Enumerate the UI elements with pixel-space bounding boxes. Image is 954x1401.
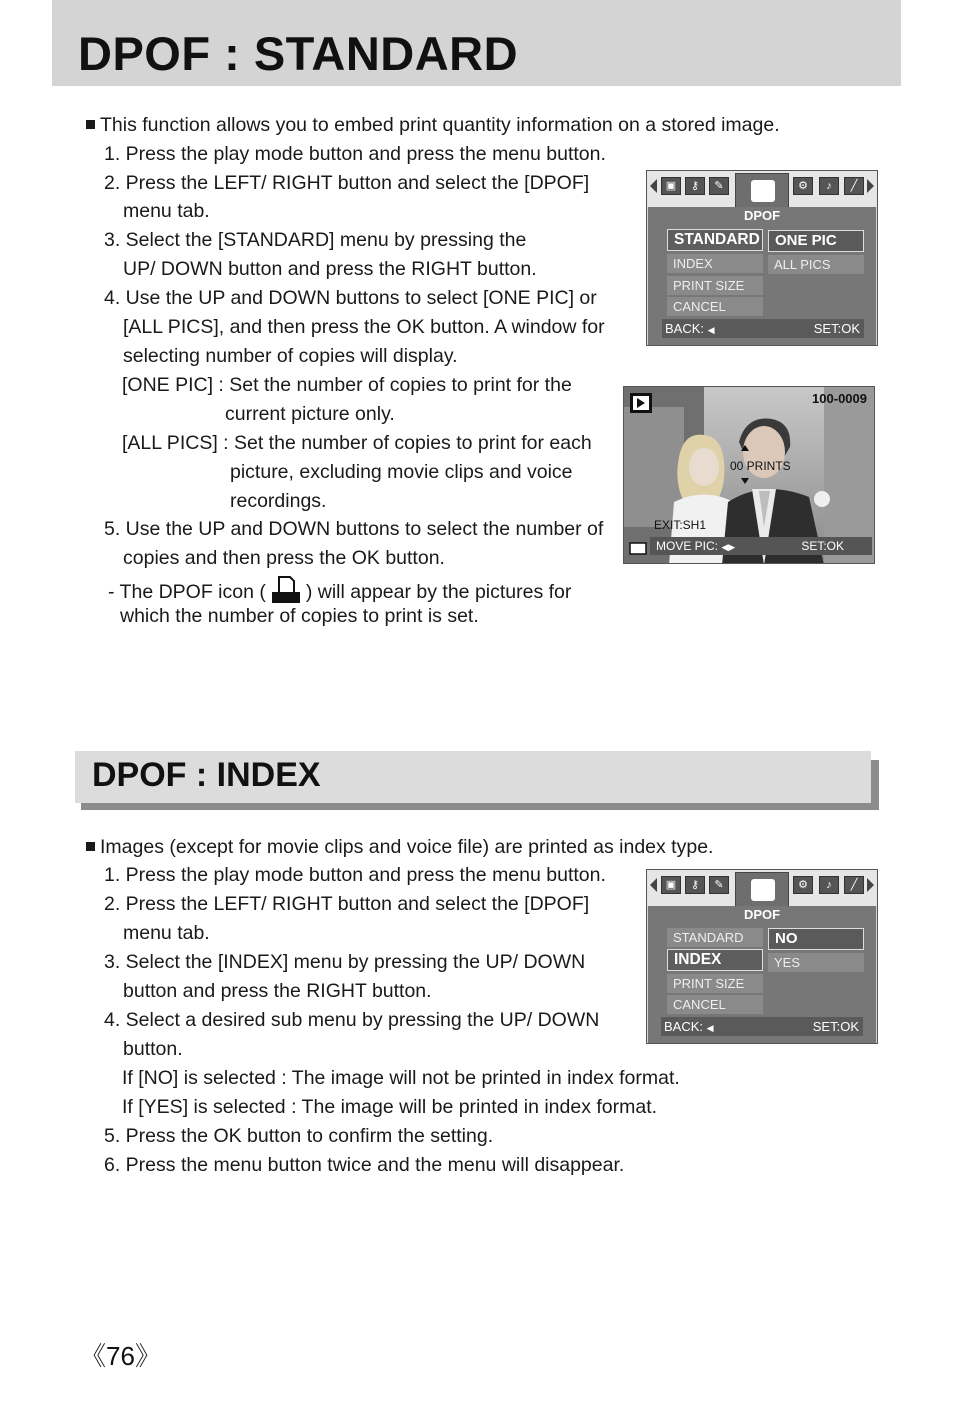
key-tab-icon: ⚷ (685, 876, 705, 894)
settings-tab-icon: ╱ (844, 177, 864, 195)
step-line: 3. Select the [INDEX] menu by pressing the UP/ DOWN (104, 951, 586, 973)
back-arrow-icon: ◀ (707, 325, 715, 335)
option-line: picture, excluding movie clips and voice (230, 461, 573, 483)
menu-tab-label: DPOF (743, 208, 781, 223)
menu-tab-bar (647, 870, 877, 906)
section-title-standard: DPOF : STANDARD (78, 27, 519, 80)
bullet-icon (86, 842, 95, 851)
submenu-no: NO (768, 928, 864, 950)
step-line: [ALL PICS], and then press the OK button. A window for (123, 316, 605, 338)
option-line: [ONE PIC] : Set the number of copies to print for the (122, 374, 572, 396)
step-line: button. (123, 1038, 183, 1060)
menu-item-cancel: CANCEL (667, 297, 763, 316)
exit-label: EXIT:SH1 (654, 518, 707, 532)
option-line: [ALL PICS] : Set the number of copies to print for each (122, 432, 592, 454)
step-line: 3. Select the [STANDARD] menu by pressing the (104, 229, 527, 251)
dpof-print-icon (270, 575, 302, 605)
step-line: 2. Press the LEFT/ RIGHT button and select the [DPOF] (104, 893, 590, 915)
option-line: recordings. (230, 490, 327, 512)
camera-photo-screen (623, 386, 875, 564)
step-line: 5. Use the UP and DOWN buttons to select the number of (104, 518, 604, 540)
submenu-all-pics: ALL PICS (768, 255, 864, 274)
step-line: 5. Press the OK button to confirm the setting. (104, 1125, 494, 1147)
icon-note: - The DPOF icon ( ) will appear by the pictures for (108, 575, 571, 605)
step-line: 1. Press the play mode button and press the menu button. (104, 864, 606, 886)
step-line: 1. Press the play mode button and press the menu button. (104, 143, 606, 165)
slide-tab-icon: ⚙ (793, 876, 813, 894)
submenu-yes: YES (768, 953, 864, 972)
dpof-tab (735, 872, 789, 906)
tab-left-arrow-icon (650, 878, 657, 892)
file-number: 100-0009 (812, 391, 867, 406)
intro-standard: This function allows you to embed print quantity information on a stored image. (86, 113, 780, 137)
left-right-arrow-icon: ◀▶ (721, 542, 736, 552)
menu-tab-bar (647, 171, 877, 207)
menu-footer: BACK: ◀ SET:OK (662, 319, 864, 338)
menu-item-index: INDEX (667, 254, 763, 273)
playback-tab-icon: ▣ (661, 876, 681, 894)
settings-tab-icon: ╱ (844, 876, 864, 894)
prints-count: 00 PRINTS (730, 459, 791, 473)
step-line: selecting number of copies will display. (123, 345, 458, 367)
photo-footer: MOVE PIC: ◀▶ SET:OK (650, 537, 872, 555)
menu-item-cancel: CANCEL (667, 995, 763, 1014)
camera-menu-standard (646, 170, 878, 346)
step-line: menu tab. (123, 200, 210, 222)
tab-right-arrow-icon (867, 179, 874, 193)
icon-note: which the number of copies to print is set. (120, 605, 479, 627)
section-title-index: DPOF : INDEX (92, 756, 321, 794)
back-arrow-icon: ◀ (706, 1023, 714, 1033)
intro-index: Images (except for movie clips and voice file) are printed as index type. (86, 835, 713, 859)
tab-right-arrow-icon (867, 878, 874, 892)
menu-footer: BACK: ◀ SET:OK (661, 1017, 863, 1036)
option-line: If [YES] is selected : The image will be printed in index format. (122, 1096, 658, 1118)
step-line: button and press the RIGHT button. (123, 980, 432, 1002)
tab-left-arrow-icon (650, 179, 657, 193)
menu-tab-label: DPOF (743, 907, 781, 922)
voice-tab-icon: ♪ (819, 177, 839, 195)
key-tab-icon: ⚷ (685, 177, 705, 195)
delete-tab-icon: ✎ (709, 876, 729, 894)
menu-item-print-size: PRINT SIZE (667, 974, 763, 993)
playback-tab-icon: ▣ (661, 177, 681, 195)
bullet-icon (86, 120, 95, 129)
menu-item-standard: STANDARD (667, 928, 763, 947)
step-line: 2. Press the LEFT/ RIGHT button and select the [DPOF] (104, 172, 590, 194)
slide-tab-icon: ⚙ (793, 177, 813, 195)
submenu-one-pic: ONE PIC (768, 230, 864, 252)
step-line: 6. Press the menu button twice and the menu will disappear. (104, 1154, 625, 1176)
dpof-tab-icon (751, 879, 775, 901)
dpof-tab-icon (751, 180, 775, 202)
voice-tab-icon: ♪ (819, 876, 839, 894)
page-number: 《76》 (80, 1341, 161, 1371)
step-line: UP/ DOWN button and press the RIGHT button. (123, 258, 537, 280)
camera-menu-index (646, 869, 878, 1044)
menu-item-standard: STANDARD (667, 229, 763, 251)
menu-item-print-size: PRINT SIZE (667, 276, 763, 295)
menu-item-index: INDEX (667, 949, 763, 971)
step-line: 4. Use the UP and DOWN buttons to select [ONE PIC] or (104, 287, 597, 309)
option-line: If [NO] is selected : The image will not be printed in index format. (122, 1067, 680, 1089)
step-line: 4. Select a desired sub menu by pressing the UP/ DOWN (104, 1009, 600, 1031)
dpof-tab (735, 173, 789, 207)
option-line: current picture only. (225, 403, 395, 425)
step-line: copies and then press the OK button. (123, 547, 445, 569)
step-line: menu tab. (123, 922, 210, 944)
delete-tab-icon: ✎ (709, 177, 729, 195)
